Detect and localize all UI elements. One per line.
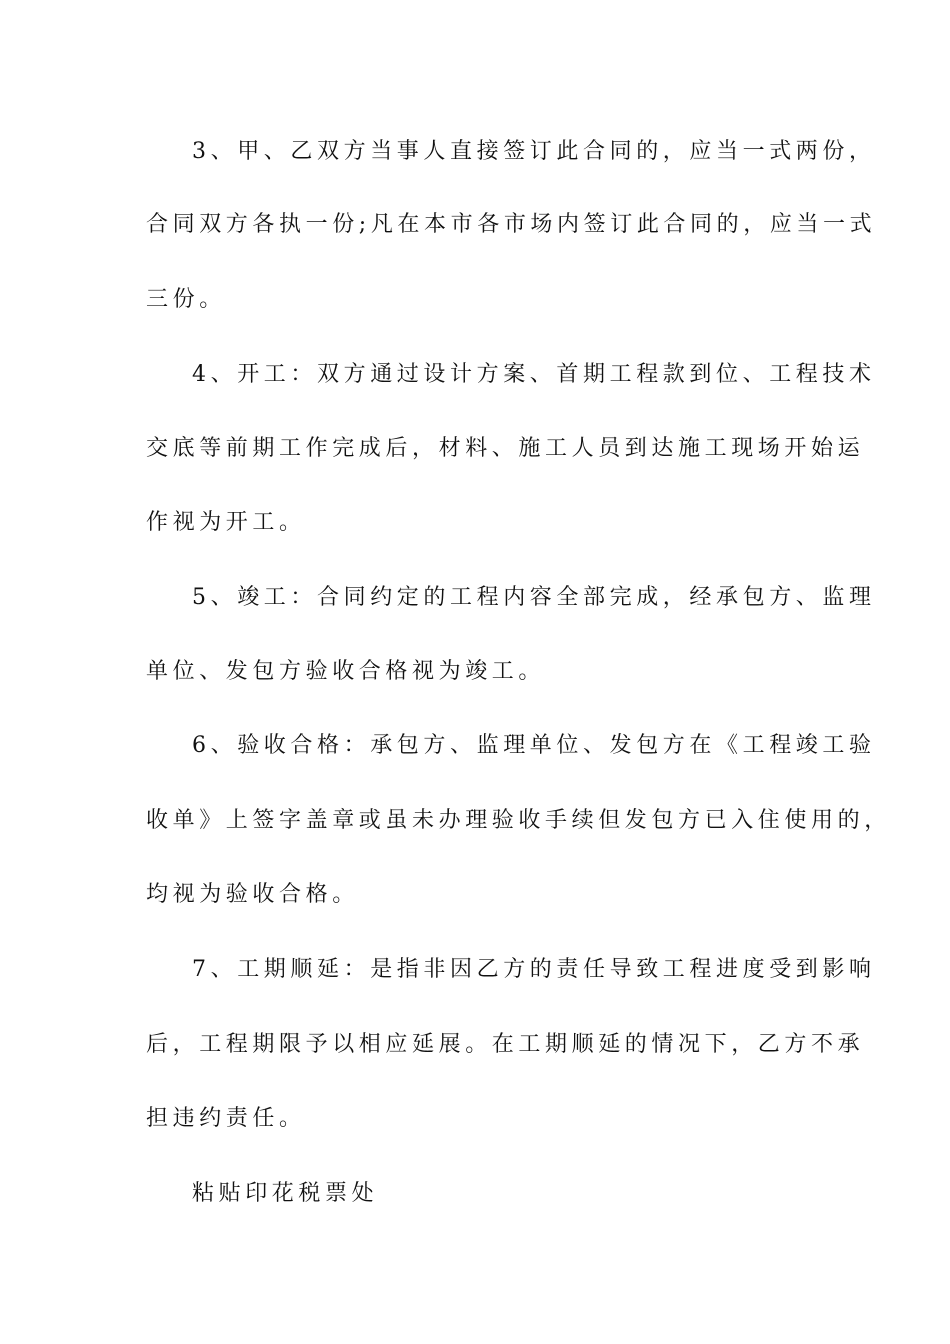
text-line: 作视为开工。: [146, 510, 306, 535]
text-line: 交底等前期工作完成后，材料、施工人员到达施工现场开始运: [146, 436, 865, 461]
text-line: 3、甲、乙双方当事人直接签订此合同的，应当一式两份，: [192, 139, 876, 164]
text-line: 均视为验收合格。: [146, 882, 359, 907]
text-line: 7、工期顺延：是指非因乙方的责任导致工程进度受到影响: [192, 957, 876, 982]
text-line: 合同双方各执一份;凡在本市各市场内签订此合同的，应当一式: [146, 212, 877, 237]
text-line: 4、开工：双方通过设计方案、首期工程款到位、工程技术: [192, 362, 876, 387]
stamp-tax-label: 粘贴印花税票处: [192, 1181, 379, 1206]
text-line: 6、验收合格：承包方、监理单位、发包方在《工程竣工验: [192, 733, 876, 758]
text-line: 5、竣工：合同约定的工程内容全部完成，经承包方、监理: [192, 585, 876, 610]
text-line: 三份。: [146, 287, 226, 312]
text-line: 后，工程期限予以相应延展。在工期顺延的情况下，乙方不承: [146, 1032, 865, 1057]
text-line: 单位、发包方验收合格视为竣工。: [146, 659, 546, 684]
text-line: 收单》上签字盖章或虽未办理验收手续但发包方已入住使用的，: [146, 808, 891, 833]
text-line: 担违约责任。: [146, 1106, 306, 1131]
